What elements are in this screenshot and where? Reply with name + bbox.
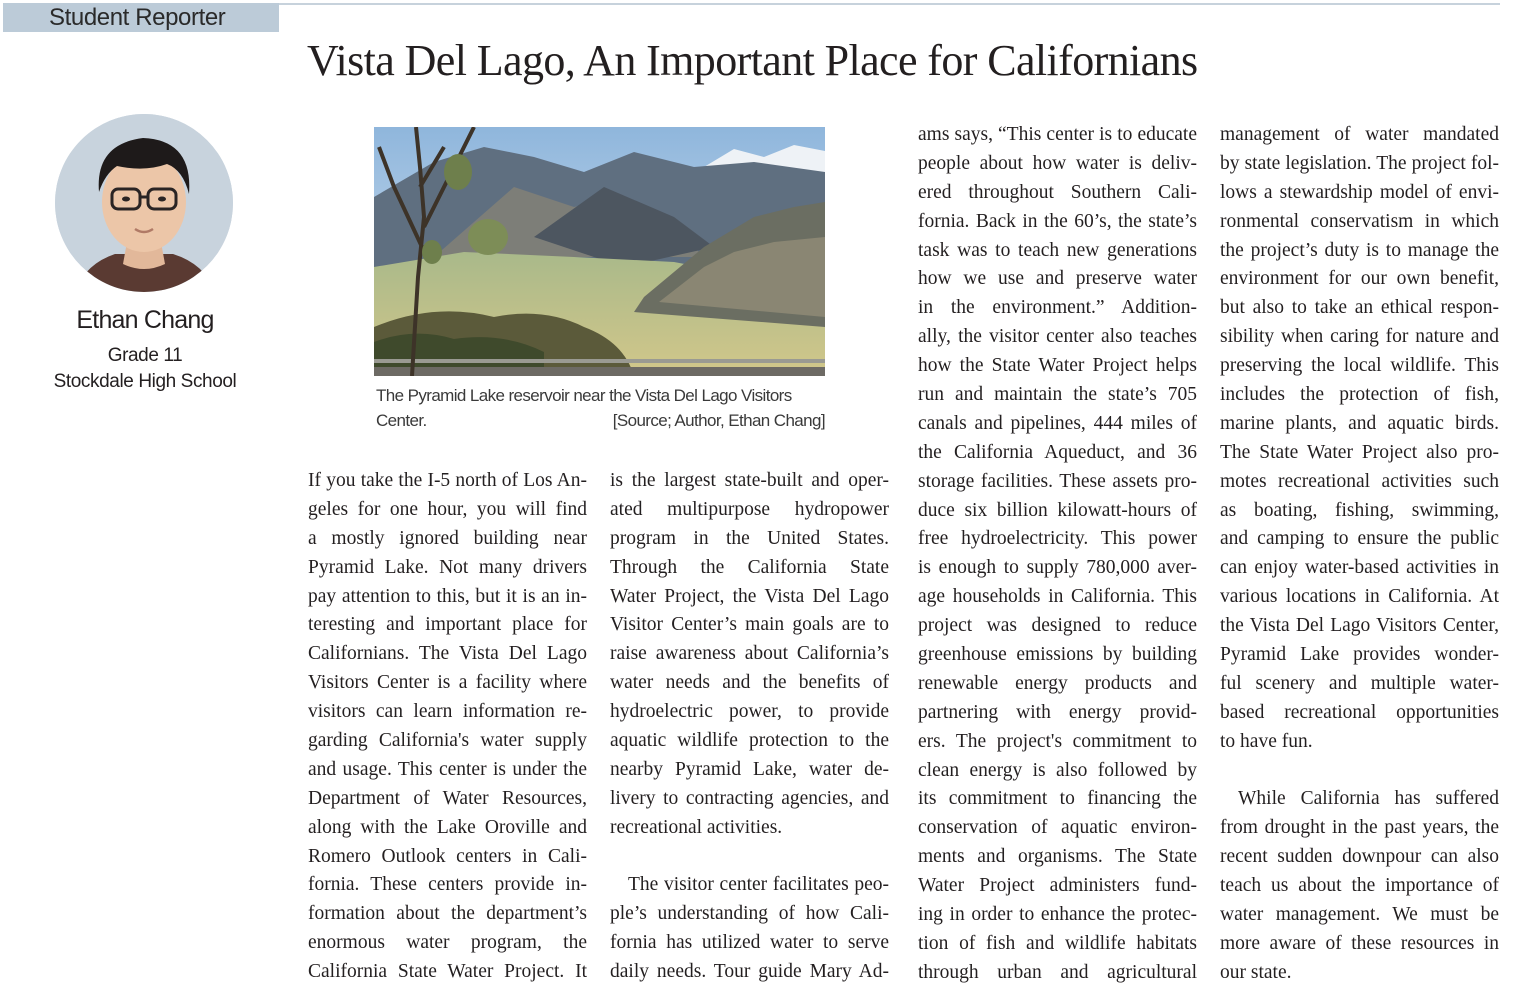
article-line: along with the Lake Oroville and <box>308 816 587 838</box>
article-line: ple’s understanding of how Cali- <box>610 903 889 925</box>
article-line: Water Project, the Vista Del Lago <box>610 585 889 607</box>
article-column-4 <box>1220 121 1499 986</box>
article-line: ronmental conservatism in which <box>1220 210 1499 232</box>
article-line: duce six billion kilowatt-hours of <box>918 499 1197 521</box>
article-line: Department of Water Resources, <box>308 787 587 809</box>
article-line: various locations in California. At <box>1220 586 1499 608</box>
article-line: Through the California State <box>610 556 889 578</box>
article-line: visitors can learn information re- <box>308 701 587 723</box>
article-line: project was designed to reduce <box>918 615 1197 637</box>
article-line: the California Aqueduct, and 36 <box>918 441 1197 463</box>
article-line: clean energy is also followed by <box>918 759 1197 781</box>
section-label: Student Reporter <box>3 3 279 32</box>
article-line: can enjoy water-based activities in <box>1220 557 1499 579</box>
article-line: enormous water program, the <box>308 932 587 954</box>
article-line: storage facilities. These assets pro- <box>918 470 1197 492</box>
author-name: Ethan Chang <box>76 306 214 334</box>
article-line: Visitor Center’s main goals are to <box>610 614 889 636</box>
article-line: ers. The project's commitment to <box>918 730 1197 752</box>
article-line: ments and organisms. The State <box>918 846 1197 868</box>
article-line: sibility when caring for nature and <box>1220 326 1499 348</box>
author-school: Stockdale High School <box>53 371 237 392</box>
article-line: our state. <box>1220 961 1292 983</box>
article-line: management of water mandated <box>1220 124 1499 145</box>
article-line: how the State Water Project helps <box>918 355 1197 377</box>
article-line: environment for our own benefit, <box>1220 268 1499 290</box>
article-line: Pyramid Lake. Not many drivers <box>308 556 587 578</box>
article-line: Romero Outlook centers in Cali- <box>308 845 587 867</box>
article-line: fornia. These centers provide in- <box>308 874 587 896</box>
article-line: daily needs. Tour guide Mary Ad- <box>610 961 889 983</box>
photo-credit: [Source; Author, Ethan Chang] <box>612 411 825 430</box>
article-line: includes the protection of fish, <box>1220 384 1499 406</box>
article-line: ing in order to enhance the protec- <box>918 904 1197 926</box>
article-line: ams says, “This center is to educate <box>918 124 1197 145</box>
article-line: a mostly ignored building near <box>308 527 587 549</box>
article-line: renewable energy products and <box>918 672 1197 694</box>
article-line: hydroelectric power, to provide <box>610 701 889 723</box>
article-line: preserving the local wildlife. This <box>1220 355 1499 377</box>
article-line: how we use and preserve water <box>918 268 1197 290</box>
article-line: While California has suffered <box>1238 788 1499 810</box>
article-line: the Vista Del Lago Visitors Center, <box>1220 615 1499 637</box>
article-line: fornia. Back in the 60’s, the state’s <box>918 210 1197 232</box>
article-line: Visitors Center is a facility where <box>308 672 587 694</box>
article-line: based recreational opportunities <box>1220 701 1499 723</box>
article-headline: Vista Del Lago, An Important Place for Californians <box>307 36 1198 85</box>
author-grade: Grade 11 <box>107 345 183 366</box>
article-line: ful scenery and multiple water- <box>1220 672 1499 694</box>
article-line: in the environment.” Addition- <box>918 297 1197 319</box>
article-column-3 <box>918 121 1197 986</box>
article-line: Pyramid Lake provides wonder- <box>1220 644 1499 666</box>
article-line: ally, the visitor center also teaches <box>918 326 1197 348</box>
article-line: ated multipurpose hydropower <box>610 498 889 520</box>
article-line: through urban and agricultural <box>918 961 1197 983</box>
article-line: the project’s duty is to manage the <box>1220 239 1499 261</box>
article-line: recent sudden downpour can also <box>1220 846 1499 868</box>
article-line: age households in California. This <box>918 586 1197 608</box>
article-line: to have fun. <box>1220 730 1313 752</box>
article-line: canals and pipelines, 444 miles of <box>918 412 1197 434</box>
article-line: formation about the department’s <box>308 903 587 925</box>
author-avatar <box>55 114 233 292</box>
article-line: raise awareness about California’s <box>610 643 889 665</box>
article-line: teach us about the importance of <box>1220 875 1499 897</box>
photo-caption <box>376 383 825 433</box>
article-line: water needs and the benefits of <box>610 672 889 694</box>
article-line: recreational activities. <box>610 816 783 838</box>
pyramid-lake-photo <box>374 127 825 376</box>
article-line: fornia has utilized water to serve <box>610 932 889 954</box>
article-line: is enough to supply 780,000 aver- <box>918 557 1197 579</box>
article-line: more aware of these resources in <box>1220 932 1499 954</box>
article-line: conservation of aquatic environ- <box>918 817 1197 839</box>
article-line: California State Water Project. It <box>308 961 587 983</box>
article-line: but also to take an ethical respon- <box>1220 297 1499 319</box>
article-line: garding California's water supply <box>308 730 587 752</box>
article-line: teresting and important place for <box>308 614 587 636</box>
article-line: and usage. This center is under the <box>308 758 587 780</box>
article-line: run and maintain the state’s 705 <box>918 384 1197 406</box>
article-column-1 <box>308 467 587 986</box>
caption-line: The Pyramid Lake reservoir near the Vista Del Lago Visitors <box>376 386 792 405</box>
caption-line: Center. <box>376 411 427 430</box>
article-line: If you take the I-5 north of Los An- <box>308 470 587 491</box>
article-line: The visitor center facilitates peo- <box>628 874 889 896</box>
article-line: is the largest state-built and oper- <box>610 470 889 491</box>
article-line: marine plants, and aquatic birds. <box>1220 412 1499 434</box>
article-line: partnering with energy provid- <box>918 701 1197 723</box>
article-line: nearby Pyramid Lake, water de- <box>610 758 889 780</box>
article-line: free hydroelectricity. This power <box>918 528 1197 550</box>
article-line: Water Project administers fund- <box>918 875 1197 897</box>
article-line: greenhouse emissions by building <box>918 644 1197 666</box>
article-line: people about how water is deliv- <box>918 152 1197 174</box>
article-line: motes recreational activities such <box>1220 470 1499 492</box>
article-line: Californians. The Vista Del Lago <box>308 643 587 665</box>
article-line: from drought in the past years, the <box>1220 817 1499 839</box>
article-line: ered throughout Southern Cali- <box>918 181 1197 203</box>
article-line: tion of fish and wildlife habitats <box>918 932 1197 954</box>
article-line: lows a stewardship model of envi- <box>1220 181 1499 203</box>
article-line: task was to teach new generations <box>918 239 1197 261</box>
paragraph-gap <box>1220 757 1499 786</box>
article-line: livery to contracting agencies, and <box>610 787 889 809</box>
article-line: geles for one hour, you will find <box>308 498 587 520</box>
article-line: by state legislation. The project fol- <box>1220 152 1499 174</box>
paragraph-gap <box>610 843 889 872</box>
article-line: water management. We must be <box>1220 904 1499 926</box>
article-line: The State Water Project also pro- <box>1220 441 1499 463</box>
article-line: aquatic wildlife protection to the <box>610 730 889 752</box>
article-line: and camping to ensure the public <box>1220 528 1499 550</box>
article-column-2 <box>610 467 889 986</box>
article-line: pay attention to this, but it is an in- <box>308 585 587 607</box>
article-line: as boating, fishing, swimming, <box>1220 499 1499 521</box>
article-line: its commitment to financing the <box>918 788 1197 810</box>
article-line: program in the United States. <box>610 527 889 549</box>
